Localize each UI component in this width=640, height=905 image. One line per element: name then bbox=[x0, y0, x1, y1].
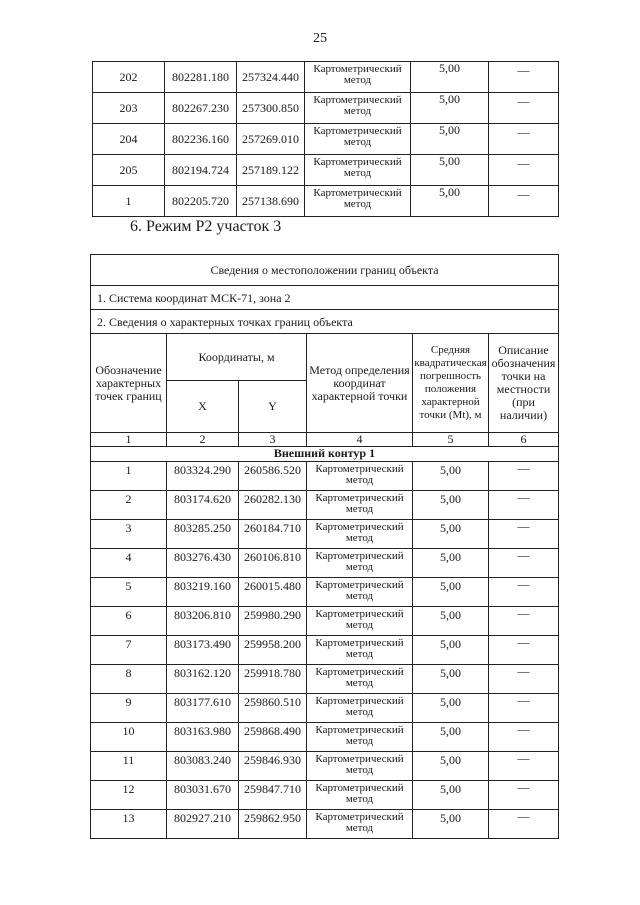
error-cell: 5,00 bbox=[411, 93, 489, 124]
y-coordinate-cell: 260282.130 bbox=[239, 491, 307, 520]
table-row bbox=[93, 124, 559, 155]
description-cell: — bbox=[489, 62, 559, 93]
description-cell: — bbox=[489, 520, 559, 549]
table-row bbox=[91, 607, 559, 636]
x-coordinate-cell: 803173.490 bbox=[167, 636, 239, 665]
y-coordinate-cell: 257189.122 bbox=[237, 155, 305, 186]
point-number-cell: 5 bbox=[91, 578, 167, 607]
x-coordinate-cell: 803174.620 bbox=[167, 491, 239, 520]
header-method: Метод определения координат характерной точки bbox=[307, 334, 413, 433]
error-cell: 5,00 bbox=[413, 462, 489, 491]
method-cell: Картометрический метод bbox=[305, 62, 411, 93]
point-number-cell: 202 bbox=[93, 62, 165, 93]
point-number-cell: 2 bbox=[91, 491, 167, 520]
description-cell: — bbox=[489, 578, 559, 607]
point-number-cell: 1 bbox=[91, 462, 167, 491]
x-coordinate-cell: 803083.240 bbox=[167, 752, 239, 781]
table-row bbox=[91, 549, 559, 578]
table-row bbox=[91, 578, 559, 607]
table-row bbox=[93, 186, 559, 217]
description-cell: — bbox=[489, 462, 559, 491]
description-cell: — bbox=[489, 186, 559, 217]
x-coordinate-cell: 803031.670 bbox=[167, 781, 239, 810]
description-cell: — bbox=[489, 723, 559, 752]
table-row bbox=[91, 694, 559, 723]
point-number-cell: 9 bbox=[91, 694, 167, 723]
table-row bbox=[91, 491, 559, 520]
x-coordinate-cell: 802205.720 bbox=[165, 186, 237, 217]
y-coordinate-cell: 259862.950 bbox=[239, 810, 307, 839]
header-description: Описание обозначения точки на местности (при наличии) bbox=[489, 334, 559, 433]
table-row bbox=[93, 155, 559, 186]
column-number: 4 bbox=[307, 433, 413, 447]
header-coordinates: Координаты, м bbox=[167, 334, 307, 381]
description-cell: — bbox=[489, 155, 559, 186]
header-x: X bbox=[167, 381, 239, 433]
method-cell: Картометрический метод bbox=[305, 155, 411, 186]
point-number-cell: 8 bbox=[91, 665, 167, 694]
point-number-cell: 205 bbox=[93, 155, 165, 186]
table-row bbox=[91, 520, 559, 549]
table-row bbox=[93, 93, 559, 124]
y-coordinate-cell: 260106.810 bbox=[239, 549, 307, 578]
error-cell: 5,00 bbox=[413, 752, 489, 781]
column-number: 6 bbox=[489, 433, 559, 447]
method-cell: Картометрический метод bbox=[307, 607, 413, 636]
y-coordinate-cell: 260586.520 bbox=[239, 462, 307, 491]
method-cell: Картометрический метод bbox=[305, 186, 411, 217]
coordinate-system-row: 1. Система координат МСК-71, зона 2 bbox=[91, 286, 559, 310]
point-number-cell: 3 bbox=[91, 520, 167, 549]
method-cell: Картометрический метод bbox=[307, 723, 413, 752]
error-cell: 5,00 bbox=[413, 578, 489, 607]
table-title: Сведения о местоположении границ объекта bbox=[91, 255, 559, 286]
table-row bbox=[91, 636, 559, 665]
column-number: 2 bbox=[167, 433, 239, 447]
method-cell: Картометрический метод bbox=[305, 93, 411, 124]
column-number: 3 bbox=[239, 433, 307, 447]
error-cell: 5,00 bbox=[413, 665, 489, 694]
column-numbers-row bbox=[91, 433, 559, 447]
method-cell: Картометрический метод bbox=[307, 781, 413, 810]
x-coordinate-cell: 803324.290 bbox=[167, 462, 239, 491]
y-coordinate-cell: 259918.780 bbox=[239, 665, 307, 694]
x-coordinate-cell: 803276.430 bbox=[167, 549, 239, 578]
x-coordinate-cell: 802267.230 bbox=[165, 93, 237, 124]
table-row bbox=[91, 723, 559, 752]
method-cell: Картометрический метод bbox=[307, 636, 413, 665]
description-cell: — bbox=[489, 93, 559, 124]
description-cell: — bbox=[489, 665, 559, 694]
method-cell: Картометрический метод bbox=[307, 694, 413, 723]
error-cell: 5,00 bbox=[411, 62, 489, 93]
y-coordinate-cell: 259980.290 bbox=[239, 607, 307, 636]
point-number-cell: 203 bbox=[93, 93, 165, 124]
point-number-cell: 10 bbox=[91, 723, 167, 752]
y-coordinate-cell: 259868.490 bbox=[239, 723, 307, 752]
x-coordinate-cell: 803285.250 bbox=[167, 520, 239, 549]
y-coordinate-cell: 259846.930 bbox=[239, 752, 307, 781]
header-y: Y bbox=[239, 381, 307, 433]
y-coordinate-cell: 257324.440 bbox=[237, 62, 305, 93]
point-number-cell: 1 bbox=[93, 186, 165, 217]
point-number-cell: 4 bbox=[91, 549, 167, 578]
table-row bbox=[91, 810, 559, 839]
x-coordinate-cell: 803163.980 bbox=[167, 723, 239, 752]
y-coordinate-cell: 259847.710 bbox=[239, 781, 307, 810]
column-number: 1 bbox=[91, 433, 167, 447]
table-row bbox=[93, 62, 559, 93]
x-coordinate-cell: 802281.180 bbox=[165, 62, 237, 93]
table-row bbox=[91, 752, 559, 781]
continued-points-table bbox=[92, 61, 559, 217]
description-cell: — bbox=[489, 752, 559, 781]
description-cell: — bbox=[489, 607, 559, 636]
description-cell: — bbox=[489, 781, 559, 810]
point-number-cell: 13 bbox=[91, 810, 167, 839]
x-coordinate-cell: 803177.610 bbox=[167, 694, 239, 723]
x-coordinate-cell: 803219.160 bbox=[167, 578, 239, 607]
error-cell: 5,00 bbox=[413, 636, 489, 665]
header-mean-error: Средняя квадратическая погрешность положения характерной точки (Mt), м bbox=[413, 334, 489, 433]
method-cell: Картометрический метод bbox=[307, 810, 413, 839]
point-number-cell: 6 bbox=[91, 607, 167, 636]
point-number-cell: 7 bbox=[91, 636, 167, 665]
description-cell: — bbox=[489, 694, 559, 723]
page-number: 25 bbox=[313, 31, 327, 46]
table-row bbox=[91, 781, 559, 810]
description-cell: — bbox=[489, 491, 559, 520]
column-number: 5 bbox=[413, 433, 489, 447]
table-row bbox=[91, 462, 559, 491]
error-cell: 5,00 bbox=[413, 723, 489, 752]
error-cell: 5,00 bbox=[413, 520, 489, 549]
y-coordinate-cell: 257269.010 bbox=[237, 124, 305, 155]
method-cell: Картометрический метод bbox=[307, 520, 413, 549]
error-cell: 5,00 bbox=[413, 781, 489, 810]
x-coordinate-cell: 802194.724 bbox=[165, 155, 237, 186]
point-number-cell: 204 bbox=[93, 124, 165, 155]
error-cell: 5,00 bbox=[413, 607, 489, 636]
x-coordinate-cell: 803206.810 bbox=[167, 607, 239, 636]
method-cell: Картометрический метод bbox=[305, 124, 411, 155]
y-coordinate-cell: 257300.850 bbox=[237, 93, 305, 124]
contour-heading: Внешний контур 1 bbox=[91, 447, 559, 462]
method-cell: Картометрический метод bbox=[307, 665, 413, 694]
description-cell: — bbox=[489, 124, 559, 155]
method-cell: Картометрический метод bbox=[307, 752, 413, 781]
table-row bbox=[91, 665, 559, 694]
point-number-cell: 12 bbox=[91, 781, 167, 810]
x-coordinate-cell: 802236.160 bbox=[165, 124, 237, 155]
method-cell: Картометрический метод bbox=[307, 462, 413, 491]
x-coordinate-cell: 802927.210 bbox=[167, 810, 239, 839]
error-cell: 5,00 bbox=[411, 155, 489, 186]
error-cell: 5,00 bbox=[411, 186, 489, 217]
error-cell: 5,00 bbox=[413, 549, 489, 578]
description-cell: — bbox=[489, 636, 559, 665]
method-cell: Картометрический метод bbox=[307, 578, 413, 607]
points-caption-row: 2. Сведения о характерных точках границ объекта bbox=[91, 310, 559, 334]
point-number-cell: 11 bbox=[91, 752, 167, 781]
y-coordinate-cell: 259958.200 bbox=[239, 636, 307, 665]
header-point-designation: Обозначение характерных точек границ bbox=[91, 334, 167, 433]
method-cell: Картометрический метод bbox=[307, 549, 413, 578]
error-cell: 5,00 bbox=[413, 694, 489, 723]
description-cell: — bbox=[489, 549, 559, 578]
y-coordinate-cell: 259860.510 bbox=[239, 694, 307, 723]
description-cell: — bbox=[489, 810, 559, 839]
error-cell: 5,00 bbox=[411, 124, 489, 155]
error-cell: 5,00 bbox=[413, 810, 489, 839]
y-coordinate-cell: 257138.690 bbox=[237, 186, 305, 217]
y-coordinate-cell: 260015.480 bbox=[239, 578, 307, 607]
error-cell: 5,00 bbox=[413, 491, 489, 520]
boundary-points-table bbox=[90, 254, 559, 839]
method-cell: Картометрический метод bbox=[307, 491, 413, 520]
y-coordinate-cell: 260184.710 bbox=[239, 520, 307, 549]
x-coordinate-cell: 803162.120 bbox=[167, 665, 239, 694]
section-heading: 6. Режим Р2 участок 3 bbox=[130, 218, 282, 235]
